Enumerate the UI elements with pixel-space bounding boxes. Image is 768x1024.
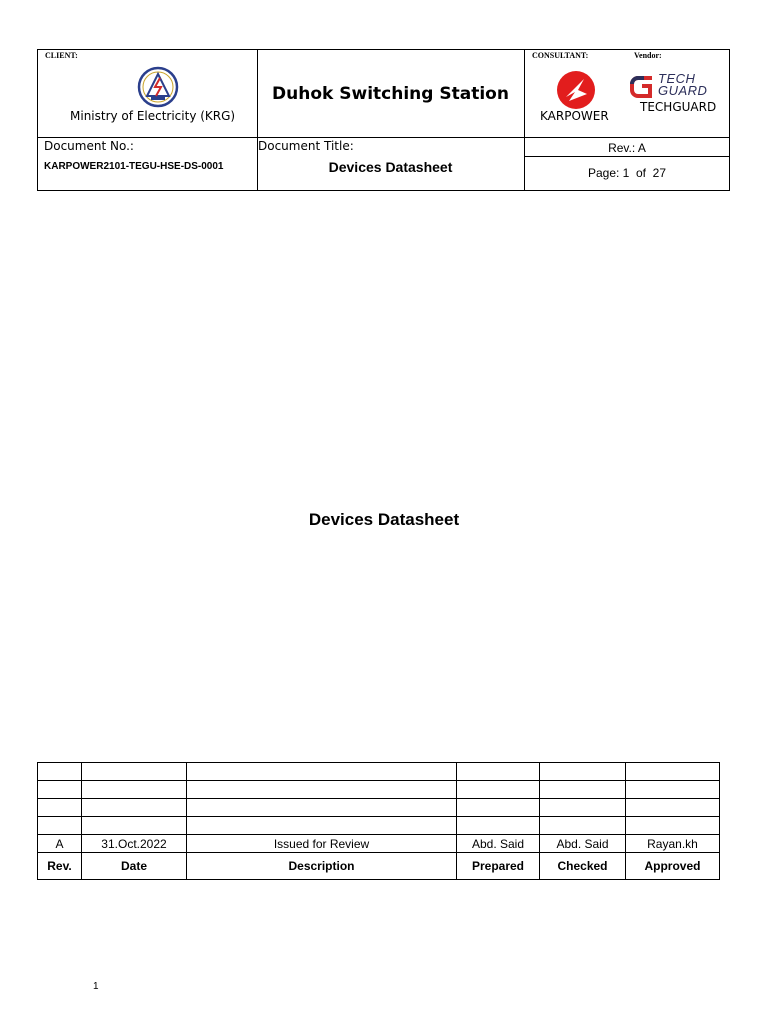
- table-cell: [626, 817, 720, 835]
- doc-title: Devices Datasheet: [328, 159, 453, 175]
- table-cell: [82, 799, 187, 817]
- table-cell: [457, 781, 540, 799]
- page-number: 1: [93, 981, 99, 992]
- table-cell: [82, 781, 187, 799]
- table-cell: [626, 781, 720, 799]
- table-cell: [187, 817, 457, 835]
- table-cell: [540, 799, 626, 817]
- table-row: [38, 835, 720, 853]
- page-label: Page: 1 of 27: [587, 166, 667, 180]
- techguard-logo-text-2: GUARD: [658, 83, 708, 98]
- doc-no-label: Document No.:: [44, 139, 134, 153]
- ministry-logo: [137, 66, 179, 108]
- project-title: Duhok Switching Station: [272, 84, 509, 104]
- vendor-name: TECHGUARD: [640, 100, 717, 114]
- table-cell: Issued for Review: [187, 835, 457, 853]
- table-cell: [626, 799, 720, 817]
- doc-no: KARPOWER2101-TEGU-HSE-DS-0001: [44, 161, 224, 172]
- karpower-logo: [556, 70, 596, 110]
- table-header-cell: Date: [82, 853, 187, 880]
- techguard-logo-text-1: TECH: [658, 71, 696, 86]
- table-cell: [187, 781, 457, 799]
- table-header-row: [38, 853, 720, 880]
- client-name: Ministry of Electricity (KRG): [70, 109, 236, 123]
- table-cell: [187, 799, 457, 817]
- revision-table: [37, 762, 720, 880]
- doc-title-label: Document Title:: [258, 139, 354, 153]
- table-cell: [457, 799, 540, 817]
- table-cell: [187, 763, 457, 781]
- table-cell: [82, 817, 187, 835]
- table-header-cell: Approved: [626, 853, 720, 880]
- consultant-label: CONSULTANT:: [532, 51, 589, 60]
- table-row: [38, 817, 720, 835]
- main-title: Devices Datasheet: [308, 510, 460, 529]
- table-header-cell: Prepared: [457, 853, 540, 880]
- table-row: [38, 799, 720, 817]
- consultant-name: KARPOWER: [540, 109, 609, 123]
- table-cell: [457, 763, 540, 781]
- table-cell: Abd. Said: [457, 835, 540, 853]
- table-cell: [82, 763, 187, 781]
- table-cell: [38, 799, 82, 817]
- table-cell: A: [38, 835, 82, 853]
- table-cell: Abd. Said: [540, 835, 626, 853]
- table-header-cell: Description: [187, 853, 457, 880]
- client-label: CLIENT:: [45, 51, 78, 60]
- table-cell: [540, 763, 626, 781]
- divider: [37, 137, 730, 138]
- table-cell: 31.Oct.2022: [82, 835, 187, 853]
- divider: [524, 156, 730, 157]
- table-cell: [457, 817, 540, 835]
- table-cell: [38, 817, 82, 835]
- table-cell: Rayan.kh: [626, 835, 720, 853]
- table-cell: [540, 781, 626, 799]
- table-cell: [626, 763, 720, 781]
- vendor-label: Vendor:: [634, 51, 662, 60]
- table-row: [38, 781, 720, 799]
- table-cell: [38, 781, 82, 799]
- table-cell: [540, 817, 626, 835]
- rev-label: Rev.: A: [608, 141, 646, 155]
- techguard-logo: [630, 72, 710, 100]
- table-row: [38, 763, 720, 781]
- table-header-cell: Rev.: [38, 853, 82, 880]
- table-header-cell: Checked: [540, 853, 626, 880]
- table-cell: [38, 763, 82, 781]
